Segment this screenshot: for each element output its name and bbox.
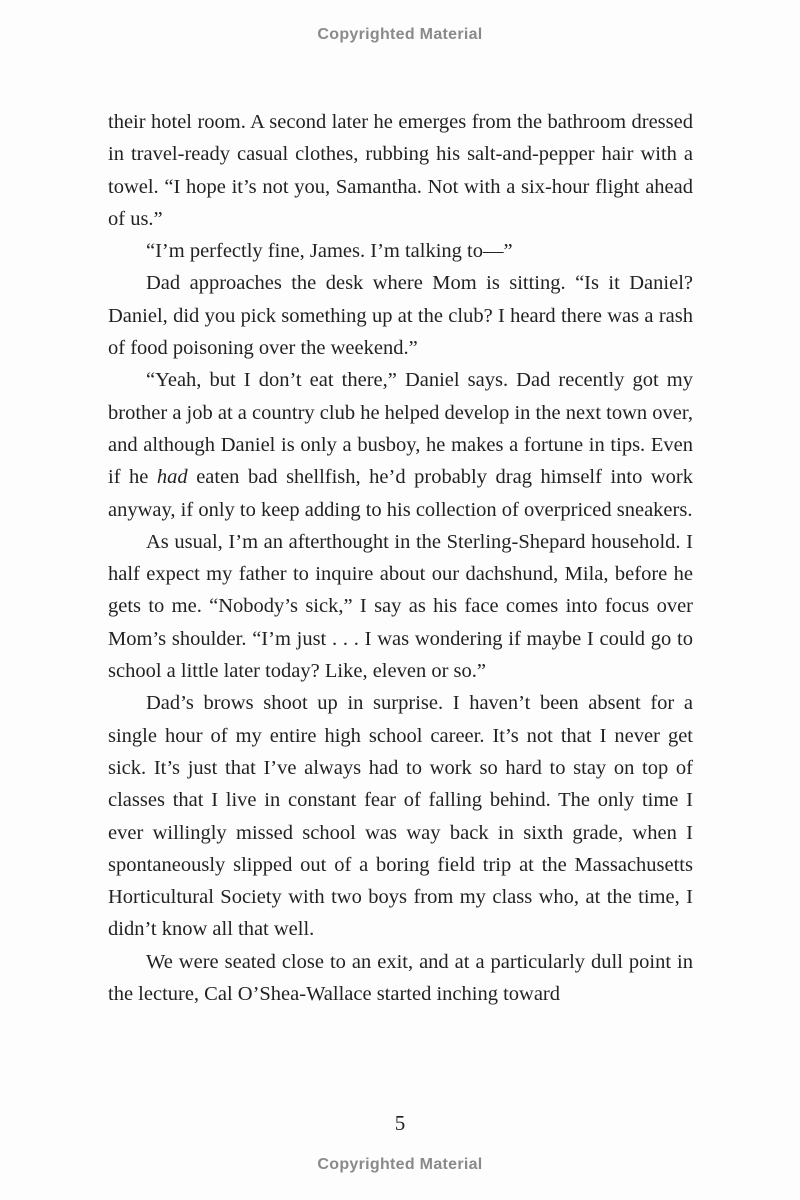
body-text	[108, 106, 693, 1010]
paragraph-6	[108, 687, 693, 945]
page-number: 5	[394, 1111, 406, 1135]
paragraph-text: Dad’s brows shoot up in surprise. I haven’t been absent for a single hour of my entire high school career. It’s not that I never get sick. It’s just that I’ve always had to work so hard to stay on top of classes that I live in constant fear of falling behind. The only time I ever willingly missed school was way back in sixth grade, when I spontaneously slipped out of a boring field trip at the Massachusetts Horticultural Society with two boys from my class who, at the time, I didn’t know all that well.	[108, 692, 693, 941]
copyright-notice-top: Copyrighted Material	[317, 26, 483, 43]
paragraph-text: “I’m perfectly fine, James. I’m talking to—”	[146, 240, 513, 263]
paragraph-text: We were seated close to an exit, and at a particularly dull point in the lecture, Cal O’Shea-Wallace started inching toward	[108, 950, 693, 1006]
italic-word: had	[156, 466, 188, 489]
paragraph-1	[108, 106, 693, 235]
paragraph-7	[108, 946, 693, 1011]
paragraph-5	[108, 526, 693, 687]
paragraph-text: their hotel room. A second later he emerges from the bathroom dressed in travel-ready casual clothes, rubbing his salt-and-pepper hair with a towel. “I hope it’s not you, Samantha. Not with a six-hour flight ahead of us.”	[108, 111, 693, 230]
paragraph-4	[108, 364, 693, 525]
paragraph-text: As usual, I’m an afterthought in the Sterling-Shepard household. I half expect my father to inquire about our dachshund, Mila, before he gets to me. “Nobody’s sick,” I say as his face comes into focus over Mom’s shoulder. “I’m just . . . I was wondering if maybe I could go to school a little later today? Like, eleven or so.”	[108, 530, 693, 683]
paragraph-2	[108, 235, 693, 267]
paragraph-text: Dad approaches the desk where Mom is sitting. “Is it Daniel? Daniel, did you pick something up at the club? I heard there was a rash of food poisoning over the weekend.”	[108, 272, 693, 360]
paragraph-text: “Yeah, but I don’t eat there,” Daniel says. Dad recently got my brother a job at a country club he helped develop in the next town over, and although Daniel is only a busboy, he makes a fortune in tips. Even if he	[108, 369, 693, 489]
copyright-notice-bottom: Copyrighted Material	[317, 1156, 483, 1173]
paragraph-text: eaten bad shellfish, he’d probably drag himself into work anyway, if only to keep adding to his collection of overpriced sneakers.	[108, 466, 694, 521]
paragraph-3	[108, 267, 693, 364]
